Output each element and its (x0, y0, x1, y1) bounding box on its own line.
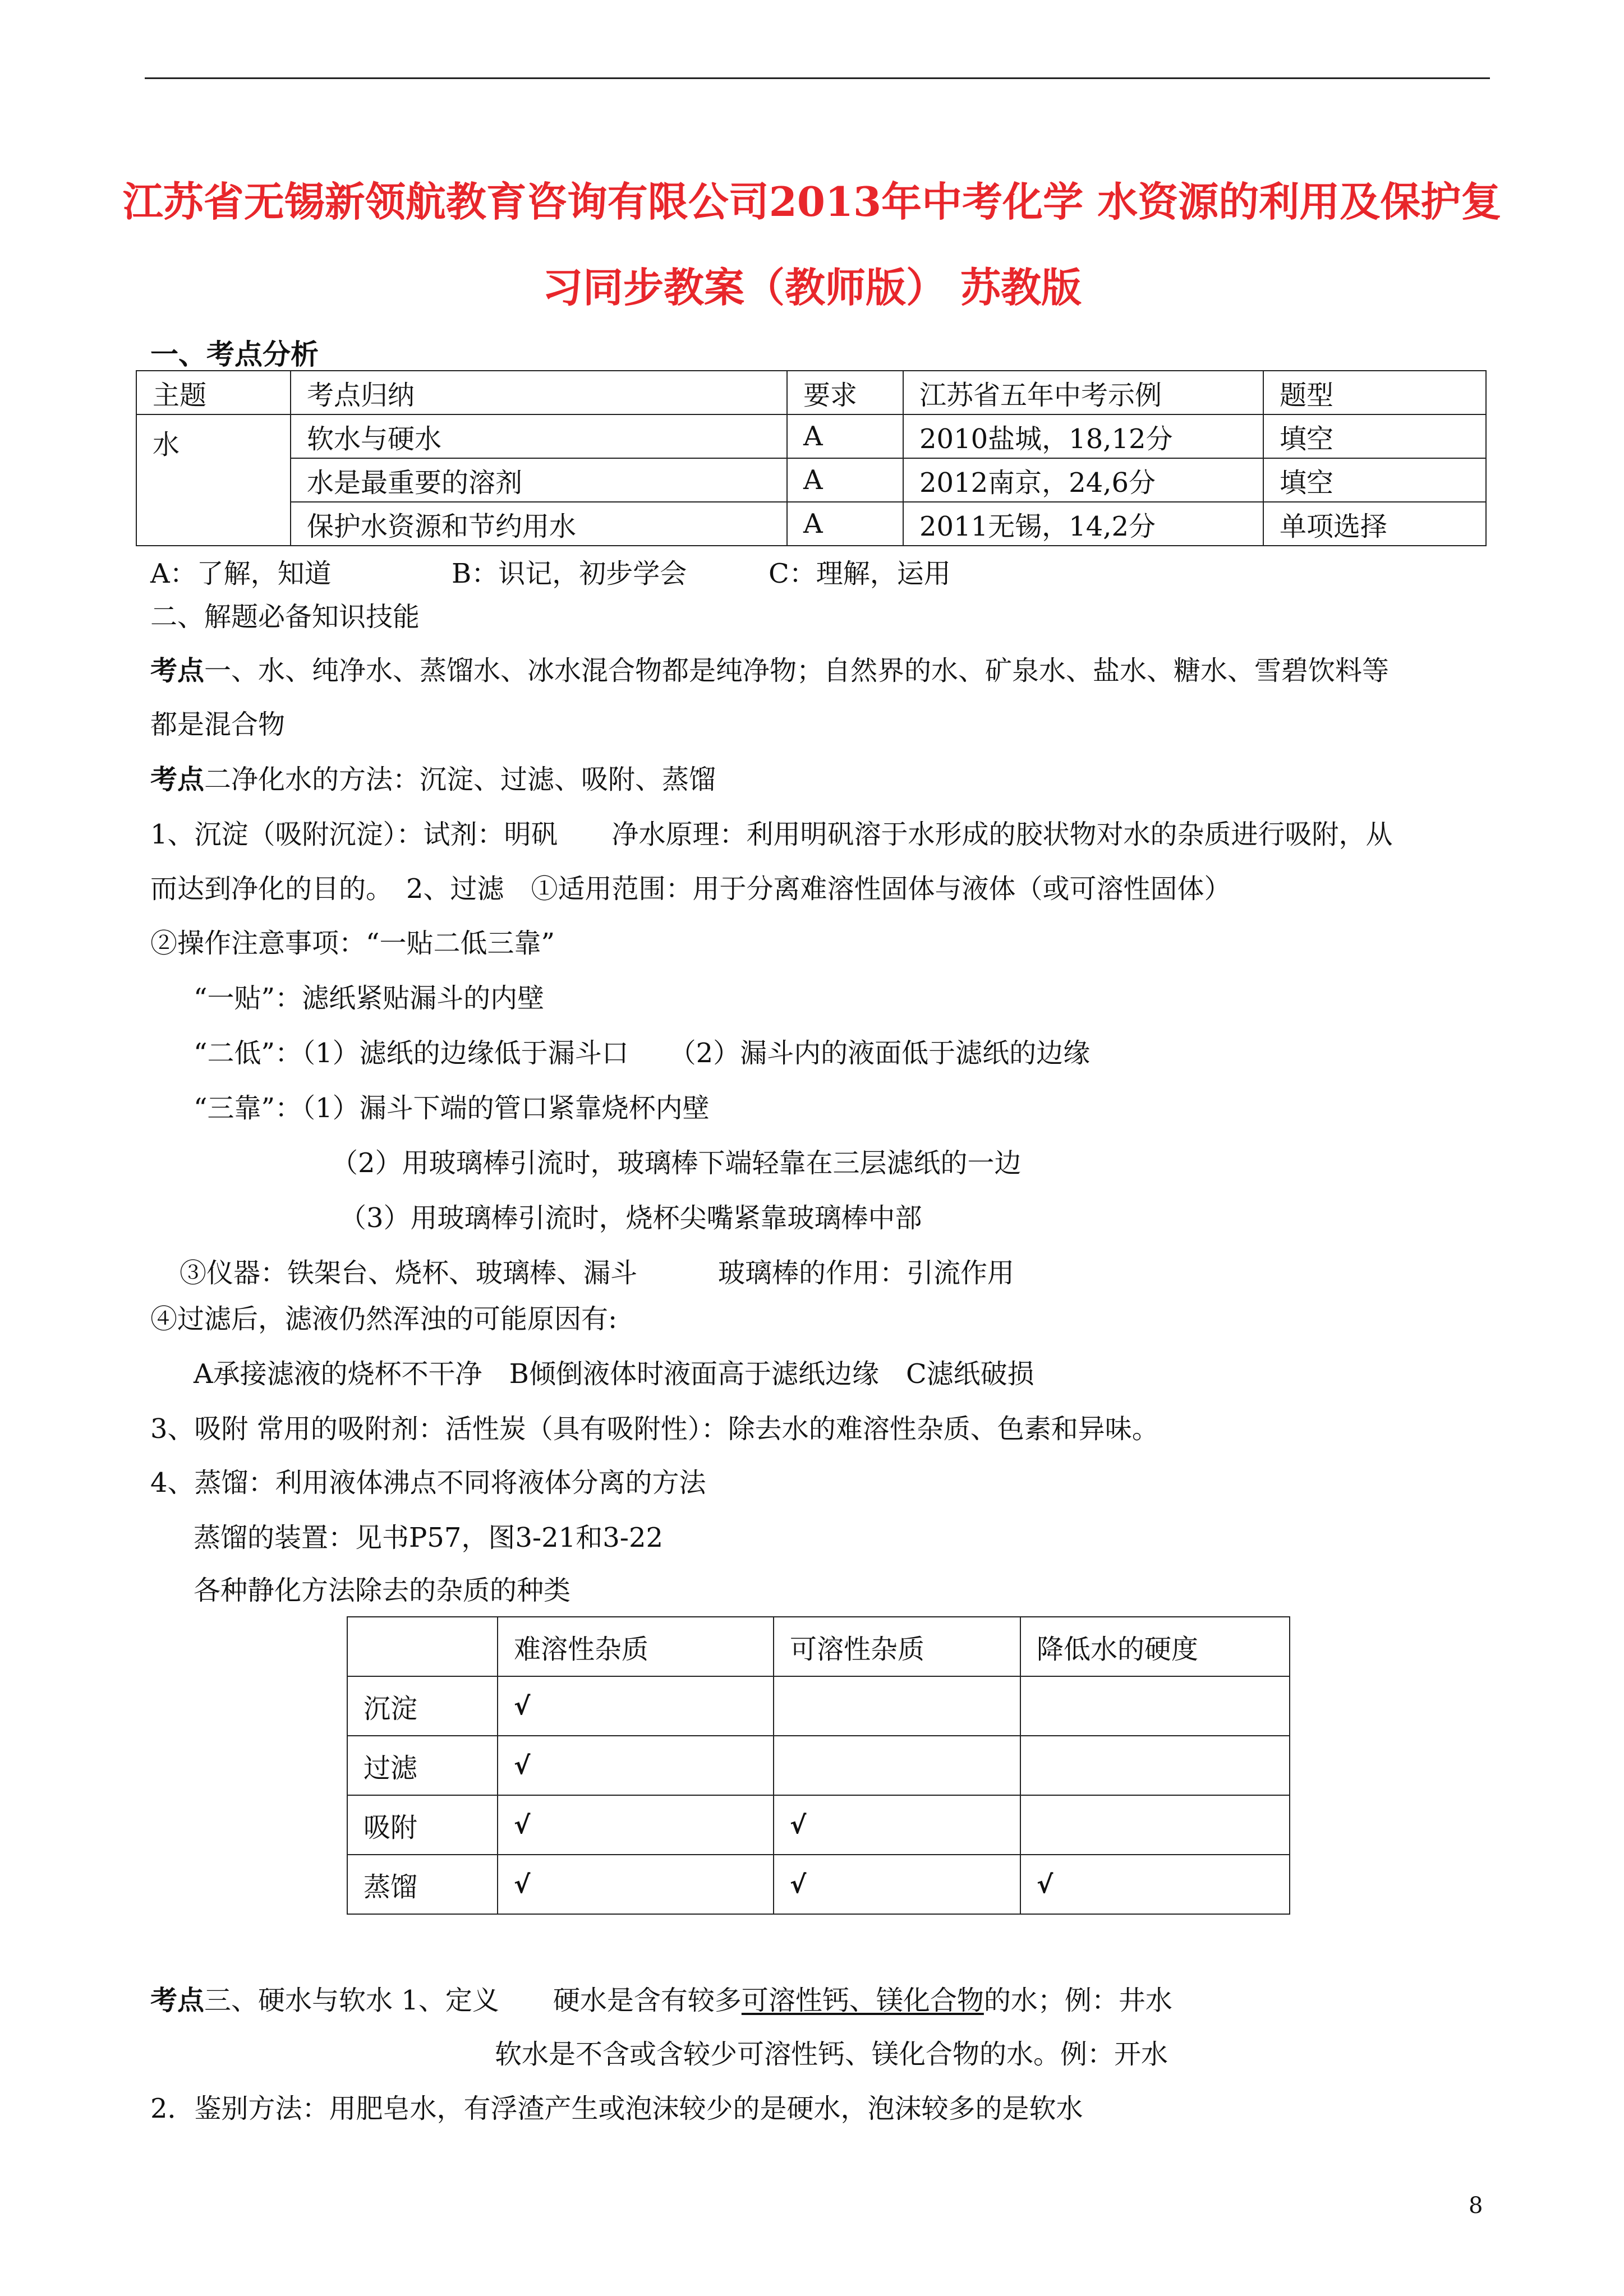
method-cell: 蒸馏 (347, 1855, 498, 1914)
point-text: 一、水、纯净水、蒸馏水、冰水混合物都是纯净物；自然界的水、矿泉水、盐水、糖水、雪碧饮料等 (204, 655, 1390, 686)
table-cell: 水是最重要的溶剂 (291, 458, 787, 502)
document-title-line-2: 习同步教案（教师版） 苏教版 (542, 264, 1082, 311)
theme-cell: 水 (136, 414, 291, 546)
exam-points-table (136, 370, 1487, 546)
table-cell: 2011无锡，14,2分 (903, 502, 1263, 546)
sedimentation-line: 1、沉淀（吸附沉淀）：试剂：明矾 净水原理：利用明矾溶于水形成的胶状物对水的杂质进行吸附，从 (150, 819, 1393, 850)
check-cell: √ (1020, 1855, 1290, 1914)
table-row (347, 1795, 1290, 1855)
header-cell: 考点归纳 (291, 371, 787, 414)
distillation-line: 4、蒸馏：利用液体沸点不同将液体分离的方法 (150, 1467, 706, 1499)
table-cell: 2010盐城，18,12分 (903, 414, 1263, 458)
section-heading-analysis: 一、考点分析 (150, 338, 319, 371)
identification-method: 2．鉴别方法：用肥皂水，有浮渣产生或泡沫较少的是硬水，泡沫较多的是软水 (150, 2093, 1083, 2124)
method-cell: 吸附 (347, 1795, 498, 1855)
point-two (150, 763, 716, 796)
table-header-row (136, 371, 1486, 414)
distillation-apparatus-line: 蒸馏的装置：见书P57，图3-21和3-22 (194, 1522, 664, 1553)
section-heading-knowledge: 二、解题必备知识技能 (150, 601, 420, 633)
check-cell: √ (498, 1676, 774, 1736)
legend-b: B：识记，初步学会 (452, 558, 687, 589)
table-row (136, 502, 1486, 546)
table-header-row (347, 1617, 1290, 1676)
filter-turbid-reasons: A承接滤液的烧杯不干净 B倾倒液体时液面高于滤纸边缘 C滤纸破损 (194, 1358, 1034, 1390)
adsorption-line: 3、吸附 常用的吸附剂：活性炭（具有吸附性）：除去水的难溶性杂质、色素和异味。 (150, 1413, 1159, 1445)
filter-note-one-stick: “一贴”：滤纸紧贴漏斗的内壁 (194, 983, 545, 1014)
check-cell (774, 1676, 1020, 1736)
check-cell (1020, 1736, 1290, 1795)
table-row (136, 414, 1486, 458)
check-cell: √ (774, 1855, 1020, 1914)
document-title-line-1: 江苏省无锡新领航教育咨询有限公司2013年中考化学 水资源的利用及保护复 (122, 178, 1502, 225)
point-one-continued: 都是混合物 (150, 709, 286, 740)
header-cell: 江苏省五年中考示例 (903, 371, 1263, 414)
legend-c: C：理解，运用 (769, 558, 951, 589)
check-cell (1020, 1795, 1290, 1855)
table-cell: A (787, 414, 903, 458)
check-cell (1020, 1676, 1290, 1736)
filter-notes-heading: ②操作注意事项：“一贴二低三靠” (150, 928, 555, 959)
table-cell: 2012南京，24,6分 (903, 458, 1263, 502)
table-row (347, 1676, 1290, 1736)
point-text: 二净化水的方法：沉淀、过滤、吸附、蒸馏 (204, 764, 716, 795)
filter-turbid-reasons-heading: ④过滤后，滤液仍然浑浊的可能原因有: (150, 1303, 618, 1335)
table-row (136, 458, 1486, 502)
table-row (347, 1855, 1290, 1914)
table-cell: A (787, 458, 903, 502)
check-cell: √ (498, 1795, 774, 1855)
header-cell: 要求 (787, 371, 903, 414)
filter-instruments: ③仪器：铁架台、烧杯、玻璃棒、漏斗 玻璃棒的作用：引流作用 (180, 1257, 1015, 1289)
check-cell: √ (774, 1795, 1020, 1855)
purification-table-caption: 各种静化方法除去的杂质的种类 (194, 1575, 571, 1606)
table-cell: 保护水资源和节约用水 (291, 502, 787, 546)
point-lead: 考点 (150, 655, 205, 686)
page-number: 8 (1469, 2193, 1483, 2219)
header-cell (347, 1617, 498, 1676)
legend-a: A：了解，知道 (150, 558, 332, 589)
purification-methods-table (347, 1616, 1290, 1915)
filter-note-three-lean-2: （2）用玻璃棒引流时，玻璃棒下端轻靠在三层滤纸的一边 (331, 1147, 1022, 1179)
header-cell: 可溶性杂质 (774, 1617, 1020, 1676)
table-cell: 软水与硬水 (291, 414, 787, 458)
check-cell: √ (498, 1736, 774, 1795)
point-lead: 考点 (150, 1985, 205, 2016)
header-cell: 题型 (1263, 371, 1486, 414)
check-cell: √ (498, 1855, 774, 1914)
point-lead: 考点 (150, 764, 205, 795)
header-rule (145, 77, 1490, 79)
header-cell: 主题 (136, 371, 291, 414)
table-cell: 填空 (1263, 414, 1486, 458)
point-three (150, 1984, 1172, 2017)
table-cell: A (787, 502, 903, 546)
point-text: 三、硬水与软水 1、定义 硬水是含有较多 (204, 1985, 742, 2016)
method-cell: 沉淀 (347, 1676, 498, 1736)
check-cell (774, 1736, 1020, 1795)
table-cell: 填空 (1263, 458, 1486, 502)
soft-water-definition: 软水是不含或含较少可溶性钙、镁化合物的水。例：开水 (495, 2039, 1168, 2070)
table-row (347, 1736, 1290, 1795)
table-cell: 单项选择 (1263, 502, 1486, 546)
sedimentation-line-continued: 而达到净化的目的。 2、过滤 ①适用范围：用于分离难溶性固体与液体（或可溶性固体） (150, 873, 1231, 905)
method-cell: 过滤 (347, 1736, 498, 1795)
header-cell: 难溶性杂质 (498, 1617, 774, 1676)
point-one (150, 654, 1389, 688)
underlined-term: 可溶性钙、镁化合物 (741, 1985, 984, 2016)
filter-note-two-low: “二低”：（1）滤纸的边缘低于漏斗口 （2）漏斗内的液面低于滤纸的边缘 (194, 1038, 1091, 1069)
filter-note-three-lean: “三靠”：（1）漏斗下端的管口紧靠烧杯内壁 (194, 1092, 710, 1124)
point-text-end: 的水；例：井水 (983, 1985, 1172, 2016)
header-cell: 降低水的硬度 (1020, 1617, 1290, 1676)
filter-note-three-lean-3: （3）用玻璃棒引流时，烧杯尖嘴紧靠玻璃棒中部 (339, 1202, 922, 1234)
